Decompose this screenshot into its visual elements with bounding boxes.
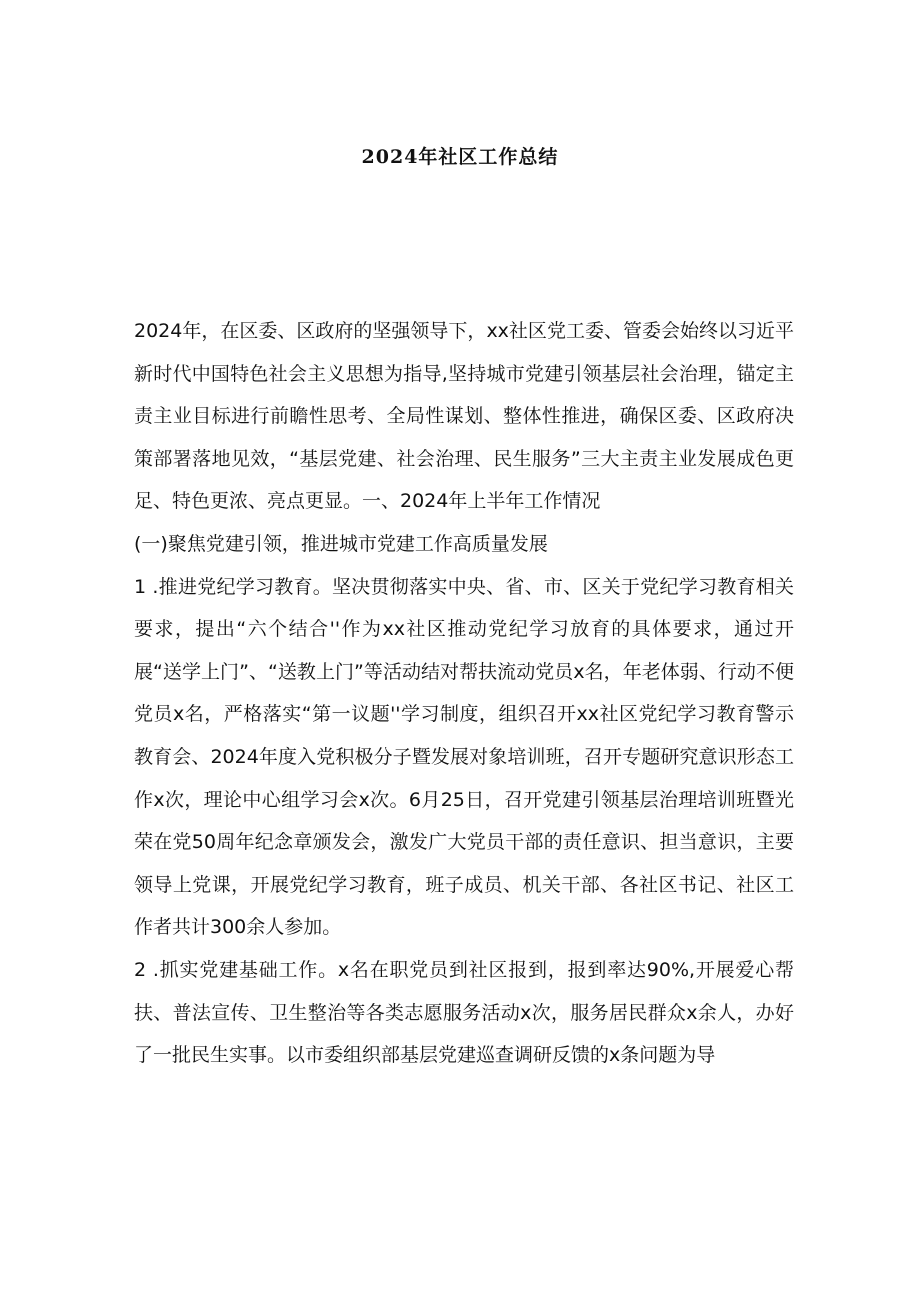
paragraph-section-heading: (一)聚焦党建引领，推进城市党建工作高质量发展: [134, 532, 548, 555]
paragraph-intro: 2024年，在区委、区政府的坚强领导下，xx社区党工委、管委会始终以习近平新时代中国特色社会主义思想为指导,坚持城市党建引领基层社会治理，锚定主责主业目标进行前瞻性思考、全局性谋划、整体性推进，确保区委、区政府决策部署落地见效，“基层党建、社会治理、民生服务”三大主责主业发展成色更足、特色更浓、亮点更显。一、2024年上半年工作情况: [134, 320, 794, 513]
paragraph-item-1: 1 .推进党纪学习教育。坚决贯彻落实中央、省、市、区关于党纪学习教育相关要求，提出“六个结合''作为xx社区推动党纪学习放育的具体要求，通过开展“送学上门”、“送教上门”等活动结对帮扶流动党员x名，年老体弱、行动不便党员x名，严格落实“第一议题''学习制度，组织召开xx社区党纪学习教育警示教育会、2024年度入党积极分子暨发展对象培训班，召开专题研究意识形态工作x次，理论中心组学习会x次。6月25日，召开党建引领基层治理培训班暨光荣在党50周年纪念章颁发会，激发广大党员干部的责任意识、担当意识，主要领导上党课，开展党纪学习教育，班子成员、机关干部、各社区书记、社区工作者共计300余人参加。: [134, 575, 794, 939]
paragraph-item-2: 2 .抓实党建基础工作。x名在职党员到社区报到，报到率达90%,开展爱心帮扶、普法宣传、卫生整治等各类志愿服务活动x次，服务居民群众x余人，办好了一批民生实事。以市委组织部基层党建巡查调研反馈的x条问题为导: [134, 958, 794, 1067]
document-body: [134, 310, 794, 1077]
document-title: 2024年社区工作总结: [361, 146, 559, 168]
